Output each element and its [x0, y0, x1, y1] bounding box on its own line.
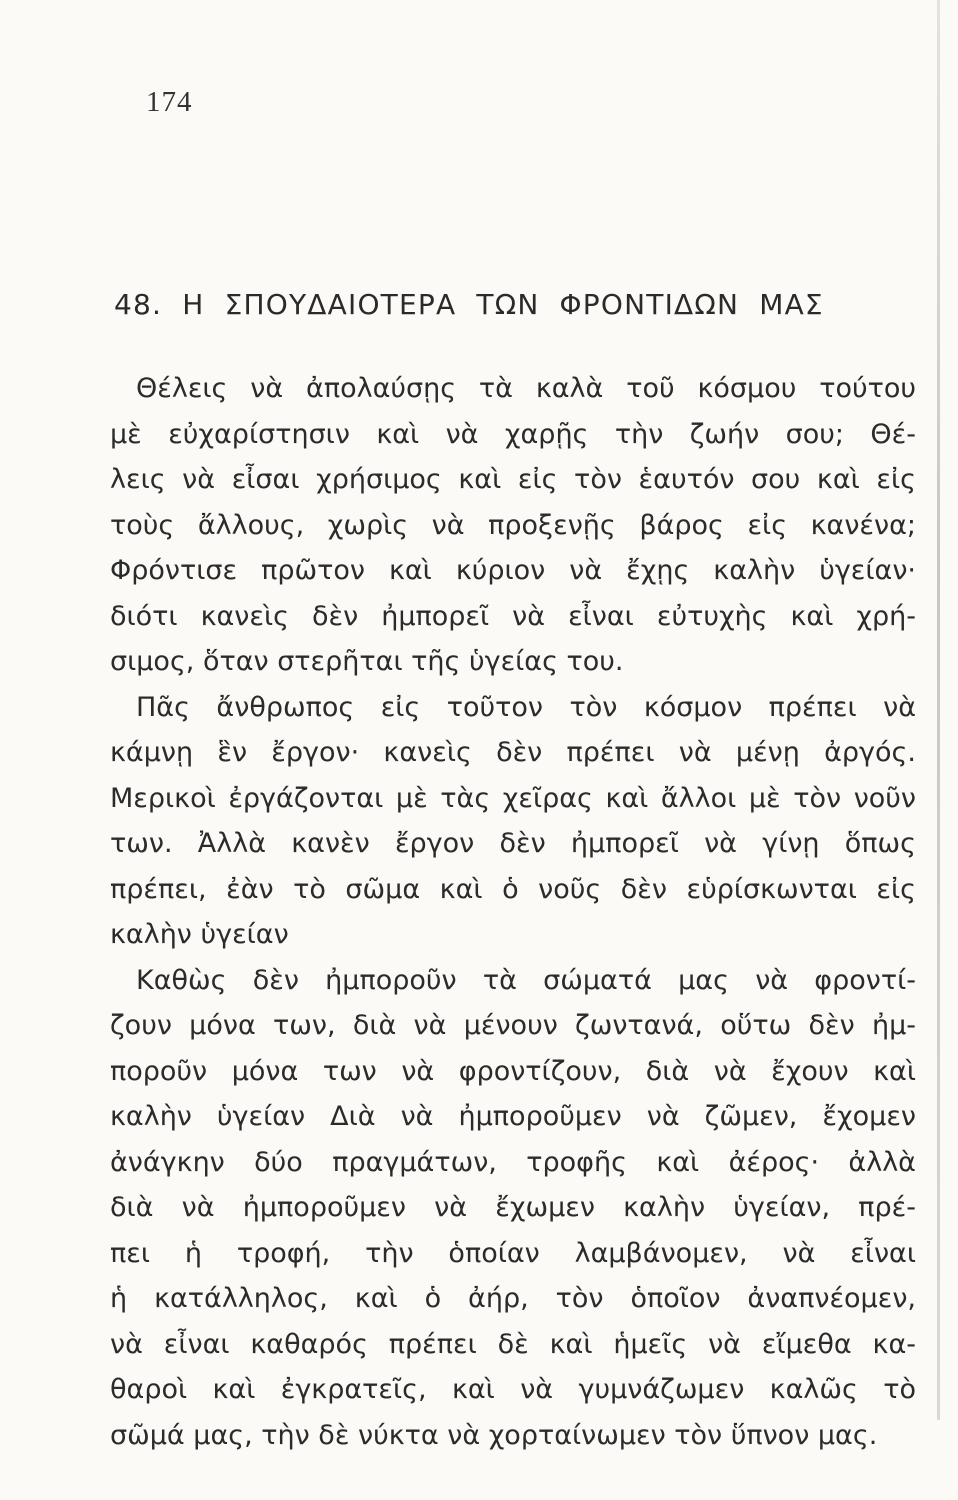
text-line: διὰ νὰ ἠμποροῦμεν νὰ ἔχωμεν καλὴν ὑγείαν, πρέ- — [110, 1192, 916, 1223]
text-line: διότι κανεὶς δὲν ἠμπορεῖ νὰ εἶναι εὐτυχὴς καὶ χρή- — [110, 600, 916, 632]
text-line: Θέλεις νὰ ἀπολαύσῃς τὰ καλὰ τοῦ κόσμου τούτου — [136, 373, 916, 404]
text-line: λεις νὰ εἶσαι χρήσιμος καὶ εἰς τὸν ἑαυτόν σου καὶ εἰς — [110, 464, 916, 495]
text-line: ἀνάγκην δύο πραγμάτων, τροφῆς καὶ ἀέρος· ἀλλὰ — [110, 1146, 916, 1178]
page-edge-shadow — [937, 0, 940, 1420]
text-line: μὲ εὐχαρίστησιν καὶ νὰ χαρῇς τὴν ζωήν σου; Θέ- — [110, 418, 916, 450]
text-line: ἡ κατάλληλος, καὶ ὁ ἀήρ, τὸν ὁποῖον ἀναπνέομεν, — [110, 1283, 916, 1314]
text-line: πει ἡ τροφή, τὴν ὁποίαν λαμβάνομεν, νὰ εἶναι — [110, 1237, 916, 1269]
chapter-title: 48. Η ΣΠΟΥΔΑΙΟΤΕΡΑ ΤΩΝ ΦΡΟΝΤΙΔΩΝ ΜΑΣ — [114, 288, 824, 321]
text-line: νὰ εἶναι καθαρός πρέπει δὲ καὶ ἡμεῖς νὰ εἴμεθα κα- — [110, 1328, 916, 1360]
text-line: Πᾶς ἄνθρωπος εἰς τοῦτον τὸν κόσμον πρέπει νὰ — [136, 691, 916, 723]
page-number: 174 — [146, 86, 193, 118]
text-line: τοὺς ἄλλους, χωρὶς νὰ προξενῇς βάρος εἰς κανένα; — [110, 509, 916, 541]
text-line: κάμνῃ ἓν ἔργον· κανεὶς δὲν πρέπει νὰ μένῃ ἀργός. — [110, 737, 916, 768]
text-line: Μερικοὶ ἐργάζονται μὲ τὰς χεῖρας καὶ ἄλλοι μὲ τὸν νοῦν — [110, 782, 916, 814]
text-line: σιμος, ὅταν στερῆται τῆς ὑγείας του. — [110, 646, 624, 677]
text-line: καλὴν ὑγείαν — [110, 919, 289, 950]
text-line: καλὴν ὑγείαν Διὰ νὰ ἠμποροῦμεν νὰ ζῶμεν, ἔχομεν — [110, 1101, 916, 1132]
text-line: ποροῦν μόνα των νὰ φροντίζουν, διὰ νὰ ἔχουν καὶ — [110, 1055, 916, 1087]
text-line: θαροὶ καὶ ἐγκρατεῖς, καὶ νὰ γυμνάζωμεν καλῶς τὸ — [110, 1374, 916, 1405]
text-line: πρέπει, ἐὰν τὸ σῶμα καὶ ὁ νοῦς δὲν εὑρίσκωνται εἰς — [110, 873, 916, 905]
text-line: σῶμά μας, τὴν δὲ νύκτα νὰ χορταίνωμεν τὸν ὕπνον μας. — [110, 1419, 878, 1451]
text-body — [110, 366, 916, 1458]
text-line: Καθὼς δὲν ἠμποροῦν τὰ σώματά μας νὰ φροντί- — [136, 964, 916, 996]
text-line: ζουν μόνα των, διὰ νὰ μένουν ζωντανά, οὕτω δὲν ἠμ- — [110, 1010, 916, 1041]
text-line: των. Ἀλλὰ κανὲν ἔργον δὲν ἠμπορεῖ νὰ γίνῃ ὅπως — [110, 828, 916, 859]
text-line: Φρόντισε πρῶτον καὶ κύριον νὰ ἔχῃς καλὴν ὑγείαν· — [110, 555, 916, 586]
